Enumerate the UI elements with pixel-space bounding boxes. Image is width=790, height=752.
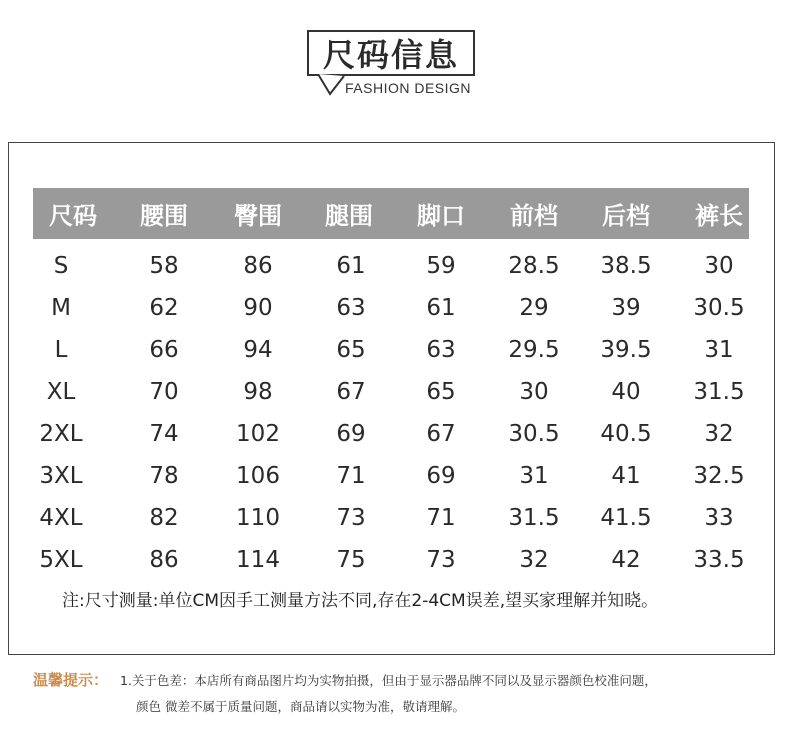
- table-cell: 32: [704, 421, 734, 447]
- table-cell: 78: [149, 463, 179, 489]
- table-cell: 63: [426, 337, 456, 363]
- table-cell: 3XL: [39, 463, 83, 489]
- table-cell: 39: [611, 295, 641, 321]
- table-cell: 32.5: [693, 463, 745, 489]
- table-cell: 61: [426, 295, 456, 321]
- table-cell: 71: [336, 463, 366, 489]
- table-cell: 66: [149, 337, 179, 363]
- table-cell: 28.5: [508, 253, 560, 279]
- table-cell: 33.5: [693, 547, 745, 573]
- table-cell: L: [54, 337, 68, 363]
- measurement-note: 注:尺寸测量:单位CM因手工测量方法不同,存在2-4CM误差,望买家理解并知晓。: [62, 591, 659, 611]
- table-row: [0, 455, 790, 497]
- table-cell: 86: [149, 547, 179, 573]
- table-cell: 102: [236, 421, 280, 447]
- table-cell: 30.5: [508, 421, 560, 447]
- header-cell-waist: 腰围: [140, 202, 188, 230]
- table-cell: 31.5: [693, 379, 745, 405]
- table-cell: 114: [236, 547, 280, 573]
- table-cell: 67: [336, 379, 366, 405]
- header-cell-front-rise: 前档: [510, 202, 558, 230]
- table-cell: 69: [426, 463, 456, 489]
- tip-label: 温馨提示：: [33, 671, 109, 689]
- table-row: [0, 497, 790, 539]
- table-cell: 62: [149, 295, 179, 321]
- table-cell: 65: [336, 337, 366, 363]
- table-cell: 59: [426, 253, 456, 279]
- tip-text-line-1: 1.关于色差：本店所有商品图片均为实物拍摄，但由于显示器品牌不同以及显示器颜色校准问题，: [120, 673, 657, 688]
- table-cell: 39.5: [600, 337, 652, 363]
- table-cell: 73: [336, 505, 366, 531]
- table-row: [0, 245, 790, 287]
- table-cell: 41: [611, 463, 641, 489]
- table-cell: 30: [519, 379, 549, 405]
- table-cell: 71: [426, 505, 456, 531]
- table-cell: 74: [149, 421, 179, 447]
- table-header: [33, 188, 749, 239]
- table-cell: M: [51, 295, 71, 321]
- table-row: [0, 413, 790, 455]
- table-row: [0, 329, 790, 371]
- table-cell: 90: [243, 295, 273, 321]
- table-cell: 94: [243, 337, 273, 363]
- table-cell: XL: [46, 379, 76, 405]
- table-cell: 29.5: [508, 337, 560, 363]
- header-cell-size: 尺码: [49, 202, 97, 230]
- header-cell-thigh: 腿围: [325, 202, 373, 230]
- table-cell: 31.5: [508, 505, 560, 531]
- table-cell: 33: [704, 505, 734, 531]
- table-cell: 30.5: [693, 295, 745, 321]
- header-cell-length: 裤长: [695, 202, 743, 230]
- title-box: [307, 30, 475, 76]
- table-cell: 110: [236, 505, 280, 531]
- page-subtitle: FASHION DESIGN: [345, 80, 472, 96]
- table-cell: 32: [519, 547, 549, 573]
- table-row: [0, 539, 790, 581]
- table-cell: 41.5: [600, 505, 652, 531]
- table-cell: 69: [336, 421, 366, 447]
- table-cell: 31: [704, 337, 734, 363]
- table-cell: 58: [149, 253, 179, 279]
- table-row: [0, 371, 790, 413]
- table-cell: 75: [336, 547, 366, 573]
- table-cell: 42: [611, 547, 641, 573]
- table-cell: 61: [336, 253, 366, 279]
- header-cell-back-rise: 后档: [602, 202, 650, 230]
- table-cell: 4XL: [39, 505, 83, 531]
- table-cell: 29: [519, 295, 549, 321]
- table-cell: 2XL: [39, 421, 83, 447]
- table-cell: S: [53, 253, 69, 279]
- table-row: [0, 287, 790, 329]
- table-cell: 73: [426, 547, 456, 573]
- table-cell: 67: [426, 421, 456, 447]
- table-cell: 5XL: [39, 547, 83, 573]
- table-cell: 70: [149, 379, 179, 405]
- table-cell: 82: [149, 505, 179, 531]
- speech-tail-icon: [318, 74, 348, 98]
- table-cell: 38.5: [600, 253, 652, 279]
- table-cell: 63: [336, 295, 366, 321]
- header-cell-hip: 臀围: [234, 202, 282, 230]
- page-title: 尺码信息: [322, 36, 459, 74]
- table-cell: 30: [704, 253, 734, 279]
- table-cell: 65: [426, 379, 456, 405]
- tip-text-line-2: 颜色 微差不属于质量问题，商品请以实物为准，敬请理解。: [136, 699, 465, 714]
- header-cell-hem: 脚口: [417, 202, 465, 230]
- table-cell: 31: [519, 463, 549, 489]
- table-cell: 98: [243, 379, 273, 405]
- table-cell: 86: [243, 253, 273, 279]
- table-cell: 40.5: [600, 421, 652, 447]
- table-cell: 40: [611, 379, 641, 405]
- table-cell: 106: [236, 463, 280, 489]
